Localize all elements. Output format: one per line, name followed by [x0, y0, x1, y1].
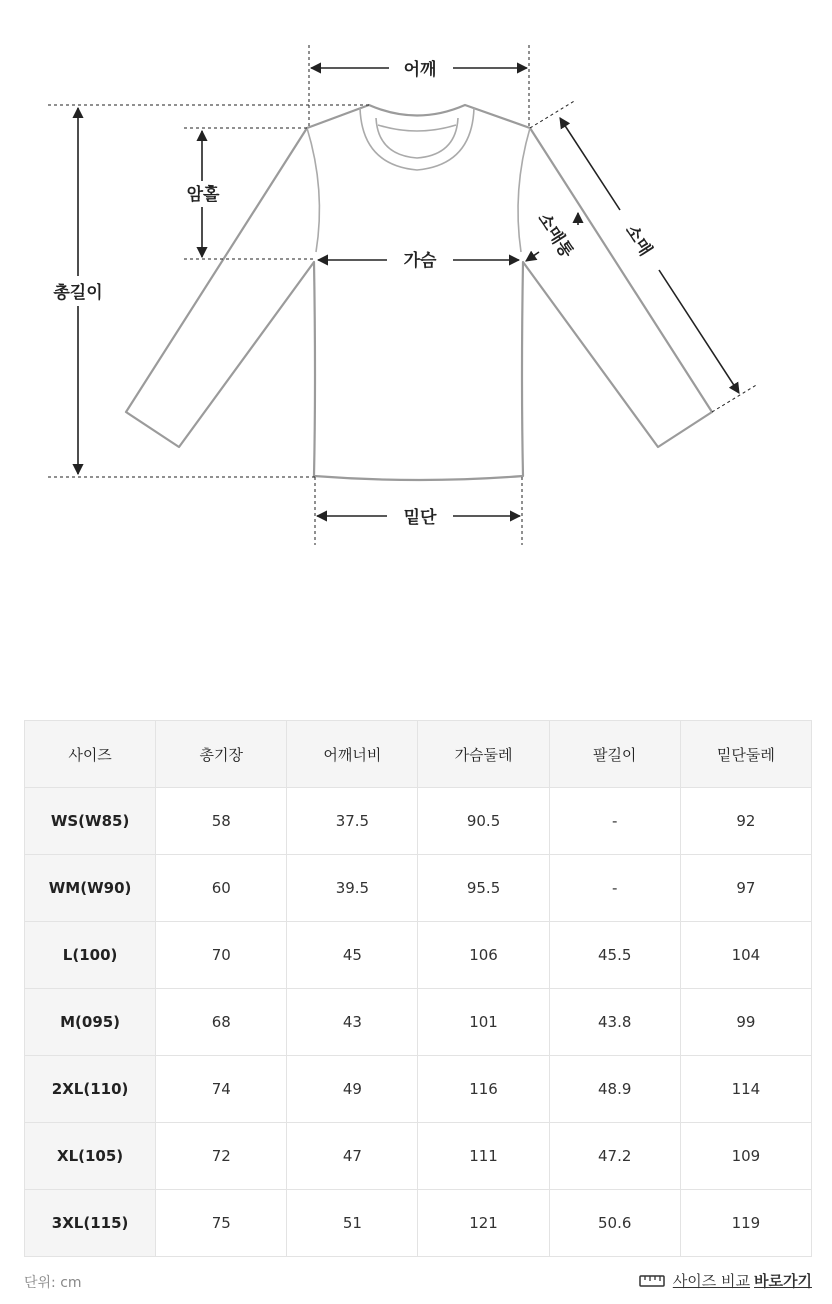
table-cell: 99	[680, 989, 811, 1056]
size-diagram	[0, 0, 832, 600]
table-cell: 47.2	[549, 1123, 680, 1190]
label-hem: 밑단	[403, 508, 437, 528]
sleeve-arrow-upper	[560, 118, 620, 210]
label-sleeve-cuff: 소매통	[533, 209, 577, 262]
label-chest: 가슴	[403, 251, 437, 271]
table-cell: 70	[156, 922, 287, 989]
sleeve-arrow-lower	[659, 270, 739, 393]
column-header: 밑단둘레	[680, 721, 811, 788]
table-cell: 116	[418, 1056, 549, 1123]
label-shoulder: 어깨	[403, 60, 437, 80]
size-name-cell: XL(105)	[25, 1123, 156, 1190]
label-armhole: 암홀	[186, 185, 220, 205]
size-table	[24, 720, 812, 1257]
column-header: 팔길이	[549, 721, 680, 788]
size-name-cell: M(095)	[25, 989, 156, 1056]
label-total-length: 총길이	[53, 283, 103, 303]
table-cell: 48.9	[549, 1056, 680, 1123]
table-row	[25, 788, 812, 855]
go-label: 바로가기	[754, 1272, 812, 1290]
table-cell: 39.5	[287, 855, 418, 922]
unit-label: 단위: cm	[24, 1275, 82, 1291]
table-cell: 90.5	[418, 788, 549, 855]
ruler-icon	[639, 1275, 665, 1287]
size-name-cell: WS(W85)	[25, 788, 156, 855]
table-cell: 43	[287, 989, 418, 1056]
shirt-details	[307, 108, 530, 252]
table-cell: 111	[418, 1123, 549, 1190]
table-cell: 72	[156, 1123, 287, 1190]
table-cell: 95.5	[418, 855, 549, 922]
shirt-outline	[126, 105, 712, 480]
table-cell: 58	[156, 788, 287, 855]
column-header: 총기장	[156, 721, 287, 788]
table-cell: 106	[418, 922, 549, 989]
table-cell: 104	[680, 922, 811, 989]
table-header-row	[25, 721, 812, 788]
table-cell: 47	[287, 1123, 418, 1190]
size-name-cell: 3XL(115)	[25, 1190, 156, 1257]
size-compare-label: 사이즈 비교	[672, 1272, 751, 1290]
table-cell: 101	[418, 989, 549, 1056]
table-cell: 45.5	[549, 922, 680, 989]
table-row	[25, 1056, 812, 1123]
table-cell: 74	[156, 1056, 287, 1123]
table-row	[25, 1123, 812, 1190]
table-cell: 37.5	[287, 788, 418, 855]
table-cell: 75	[156, 1190, 287, 1257]
table-cell: -	[549, 855, 680, 922]
table-cell: 114	[680, 1056, 811, 1123]
table-row	[25, 922, 812, 989]
sleeve-cuff-arrow-bottom	[526, 252, 539, 261]
table-row	[25, 855, 812, 922]
guide-lines	[48, 45, 758, 545]
label-sleeve: 소매	[620, 221, 656, 260]
size-name-cell: 2XL(110)	[25, 1056, 156, 1123]
table-cell: 45	[287, 922, 418, 989]
size-name-cell: L(100)	[25, 922, 156, 989]
size-name-cell: WM(W90)	[25, 855, 156, 922]
table-cell: 51	[287, 1190, 418, 1257]
table-cell: 109	[680, 1123, 811, 1190]
table-cell: 50.6	[549, 1190, 680, 1257]
table-cell: 43.8	[549, 989, 680, 1056]
table-cell: 49	[287, 1056, 418, 1123]
table-cell: 92	[680, 788, 811, 855]
table-cell: 119	[680, 1190, 811, 1257]
table-cell: 68	[156, 989, 287, 1056]
table-cell: 121	[418, 1190, 549, 1257]
column-header: 사이즈	[25, 721, 156, 788]
table-cell: 60	[156, 855, 287, 922]
table-cell: 97	[680, 855, 811, 922]
size-compare-link[interactable]	[639, 1270, 812, 1291]
table-row	[25, 1190, 812, 1257]
table-cell: -	[549, 788, 680, 855]
column-header: 가슴둘레	[418, 721, 549, 788]
column-header: 어깨너비	[287, 721, 418, 788]
table-row	[25, 989, 812, 1056]
